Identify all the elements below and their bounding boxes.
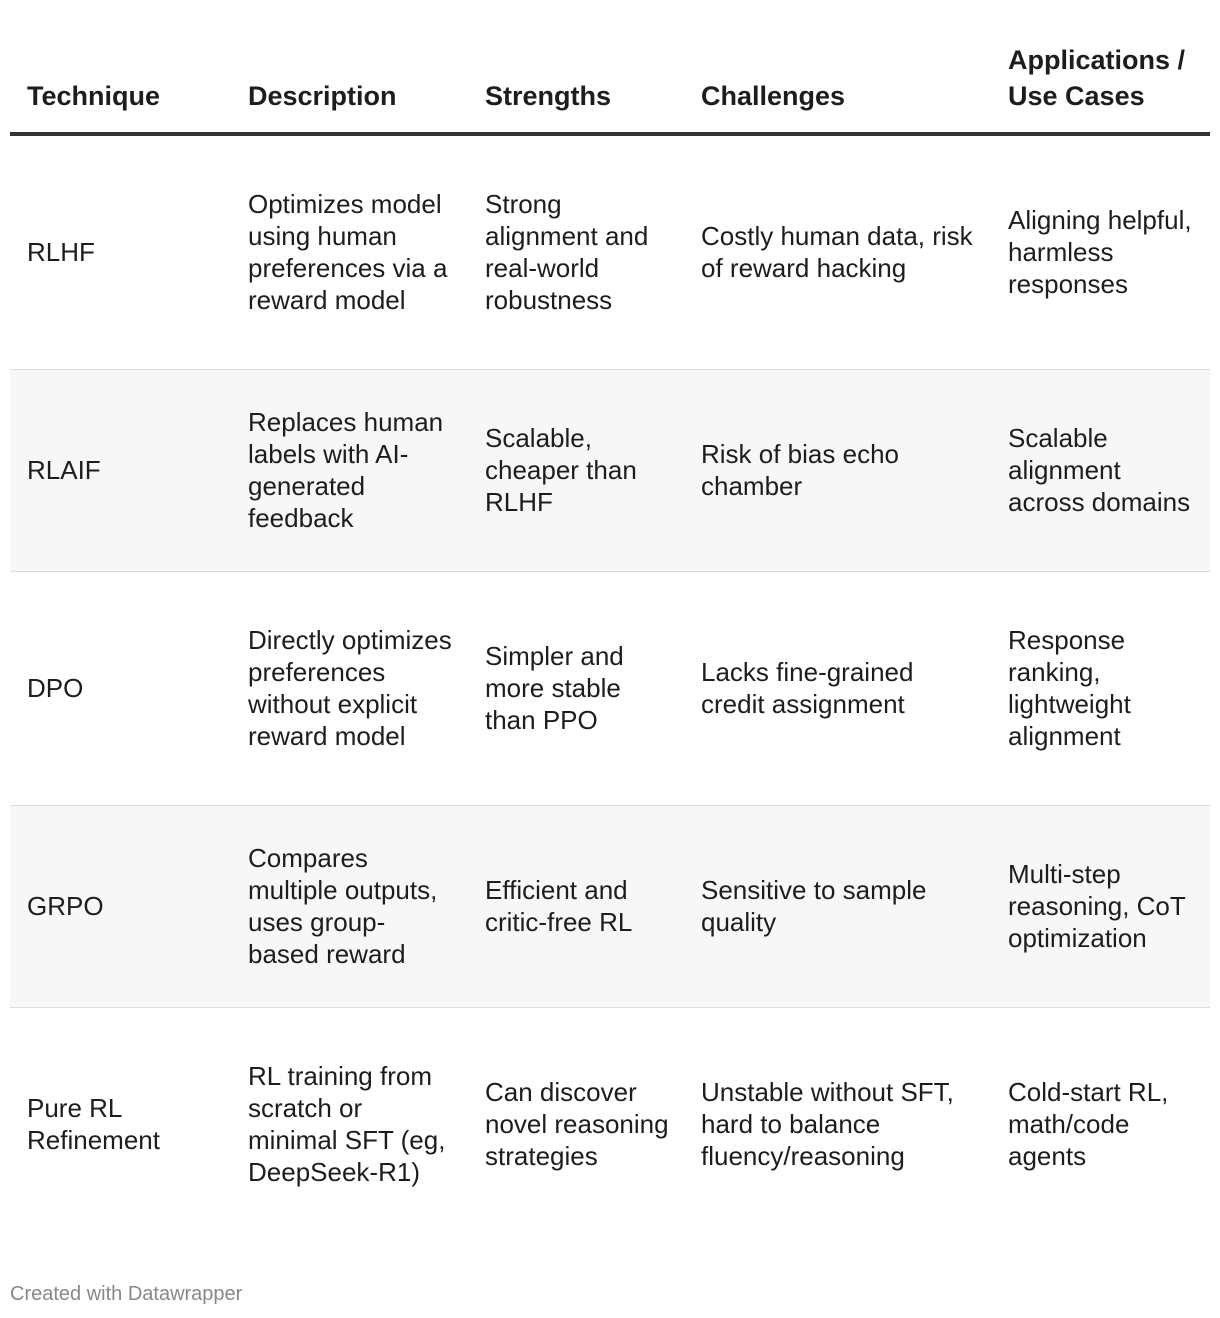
cell-applications: Aligning helpful, harmless responses [991, 134, 1210, 369]
cell-description: RL training from scratch or minimal SFT (eg, DeepSeek-R1) [248, 1061, 446, 1188]
cell-description: Optimizes model using human preferences via a reward model [231, 134, 468, 369]
cell-technique: GRPO [10, 805, 231, 1007]
column-header-description: Description [231, 0, 468, 134]
cell-challenges: Unstable without SFT, hard to balance fluency/reasoning [701, 1077, 954, 1172]
datawrapper-credit[interactable]: Created with Datawrapper [10, 1283, 243, 1305]
cell-strengths: Strong alignment and real-world robustness [468, 134, 684, 369]
cell-strengths: Efficient and critic-free RL [468, 805, 684, 1007]
column-header-applications: Applications / Use Cases [991, 0, 1210, 134]
cell-applications: Cold-start RL, math/code agents [1008, 1077, 1169, 1172]
cell-technique: DPO [10, 571, 231, 805]
table-row [10, 805, 1210, 1007]
cell-challenges: Costly human data, risk of reward hacking [684, 134, 991, 369]
cell-challenges: Lacks fine-grained credit assignment [684, 571, 991, 805]
comparison-table [10, 0, 1210, 1241]
cell-challenges: Risk of bias echo chamber [684, 369, 991, 571]
cell-applications: Scalable alignment across domains [991, 369, 1210, 571]
cell-applications: Response ranking, lightweight alignment [991, 571, 1210, 805]
table-row [10, 1007, 1210, 1241]
cell-description: Directly optimizes preferences without explicit reward model [231, 571, 468, 805]
table-header-row [10, 0, 1210, 134]
table-row [10, 369, 1210, 571]
cell-description: Compares multiple outputs, uses group-based reward [231, 805, 468, 1007]
cell-description: Replaces human labels with AI-generated feedback [231, 369, 468, 571]
cell-technique: RLHF [10, 134, 231, 369]
cell-challenges: Sensitive to sample quality [684, 805, 991, 1007]
cell-technique: Pure RL Refinement [27, 1093, 160, 1156]
table-row [10, 571, 1210, 805]
table-container [10, 0, 1210, 1241]
column-header-challenges: Challenges [684, 0, 991, 134]
cell-strengths: Simpler and more stable than PPO [468, 571, 684, 805]
column-header-strengths: Strengths [468, 0, 684, 134]
cell-strengths: Can discover novel reasoning strategies [485, 1077, 669, 1172]
column-header-technique: Technique [10, 0, 231, 134]
cell-applications: Multi-step reasoning, CoT optimization [991, 805, 1210, 1007]
cell-technique: RLAIF [10, 369, 231, 571]
cell-strengths: Scalable, cheaper than RLHF [468, 369, 684, 571]
table-row [10, 134, 1210, 369]
